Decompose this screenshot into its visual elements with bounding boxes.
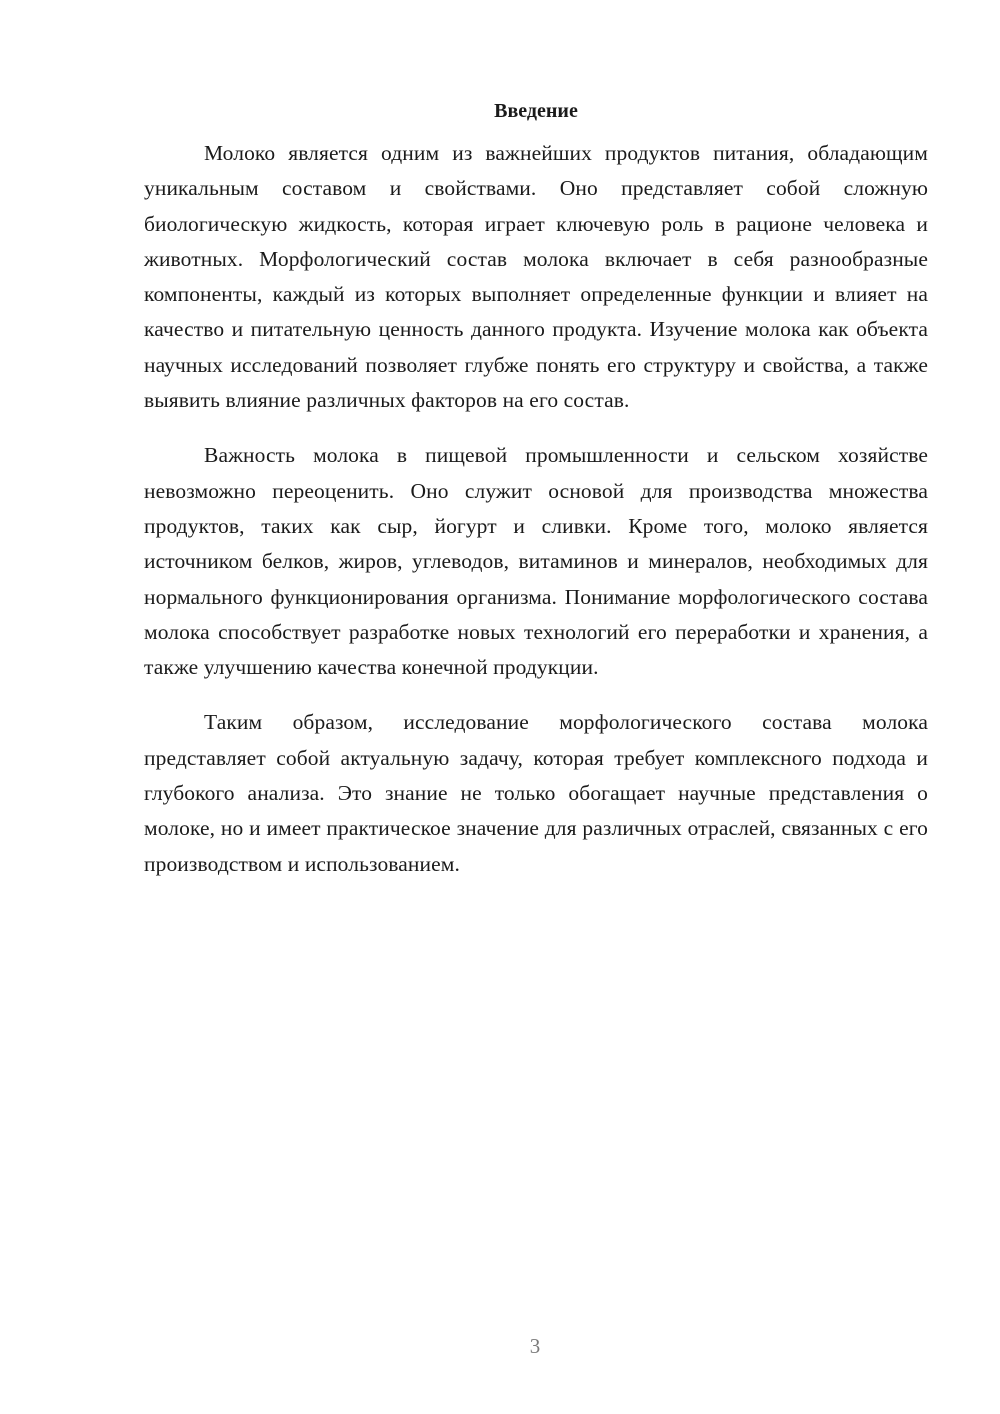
paragraph-3: Таким образом, исследование морфологического состава молока представляет собой актуальную задачу, которая требует комплексного подхода и глубокого анализа. Это знание не только обогащает научные представления о молоке, но и имеет практическое значение для различных отраслей, связанных с его производством и использованием. xyxy=(144,710,928,876)
section-heading: Введение xyxy=(494,100,578,122)
paragraph-1: Молоко является одним из важнейших продуктов питания, обладающим уникальным составом и свойствами. Оно представляет собой сложную биологическую жидкость, которая играет ключевую роль в рационе человека и животных. Морфологический состав молока включает в себя разнообразные компоненты, каждый из которых выполняет определенные функции и влияет на качество и питательную ценность данного продукта. Изучение молока как объекта научных исследований позволяет глубже понять его структуру и свойства, а также выявить влияние различных факторов на его состав. xyxy=(144,141,928,413)
paragraph-2: Важность молока в пищевой промышленности и сельском хозяйстве невозможно переоценить. Оно служит основой для производства множества продуктов, таких как сыр, йогурт и сливки. Кроме того, молоко является источником белков, жиров, углеводов, витаминов и минералов, необходимых для нормального функционирования организма. Понимание морфологического состава молока способствует разработке новых технологий его переработки и хранения, а также улучшению качества конечной продукции. xyxy=(144,443,928,680)
document-page xyxy=(144,96,928,882)
page-number: 3 xyxy=(529,1334,541,1358)
